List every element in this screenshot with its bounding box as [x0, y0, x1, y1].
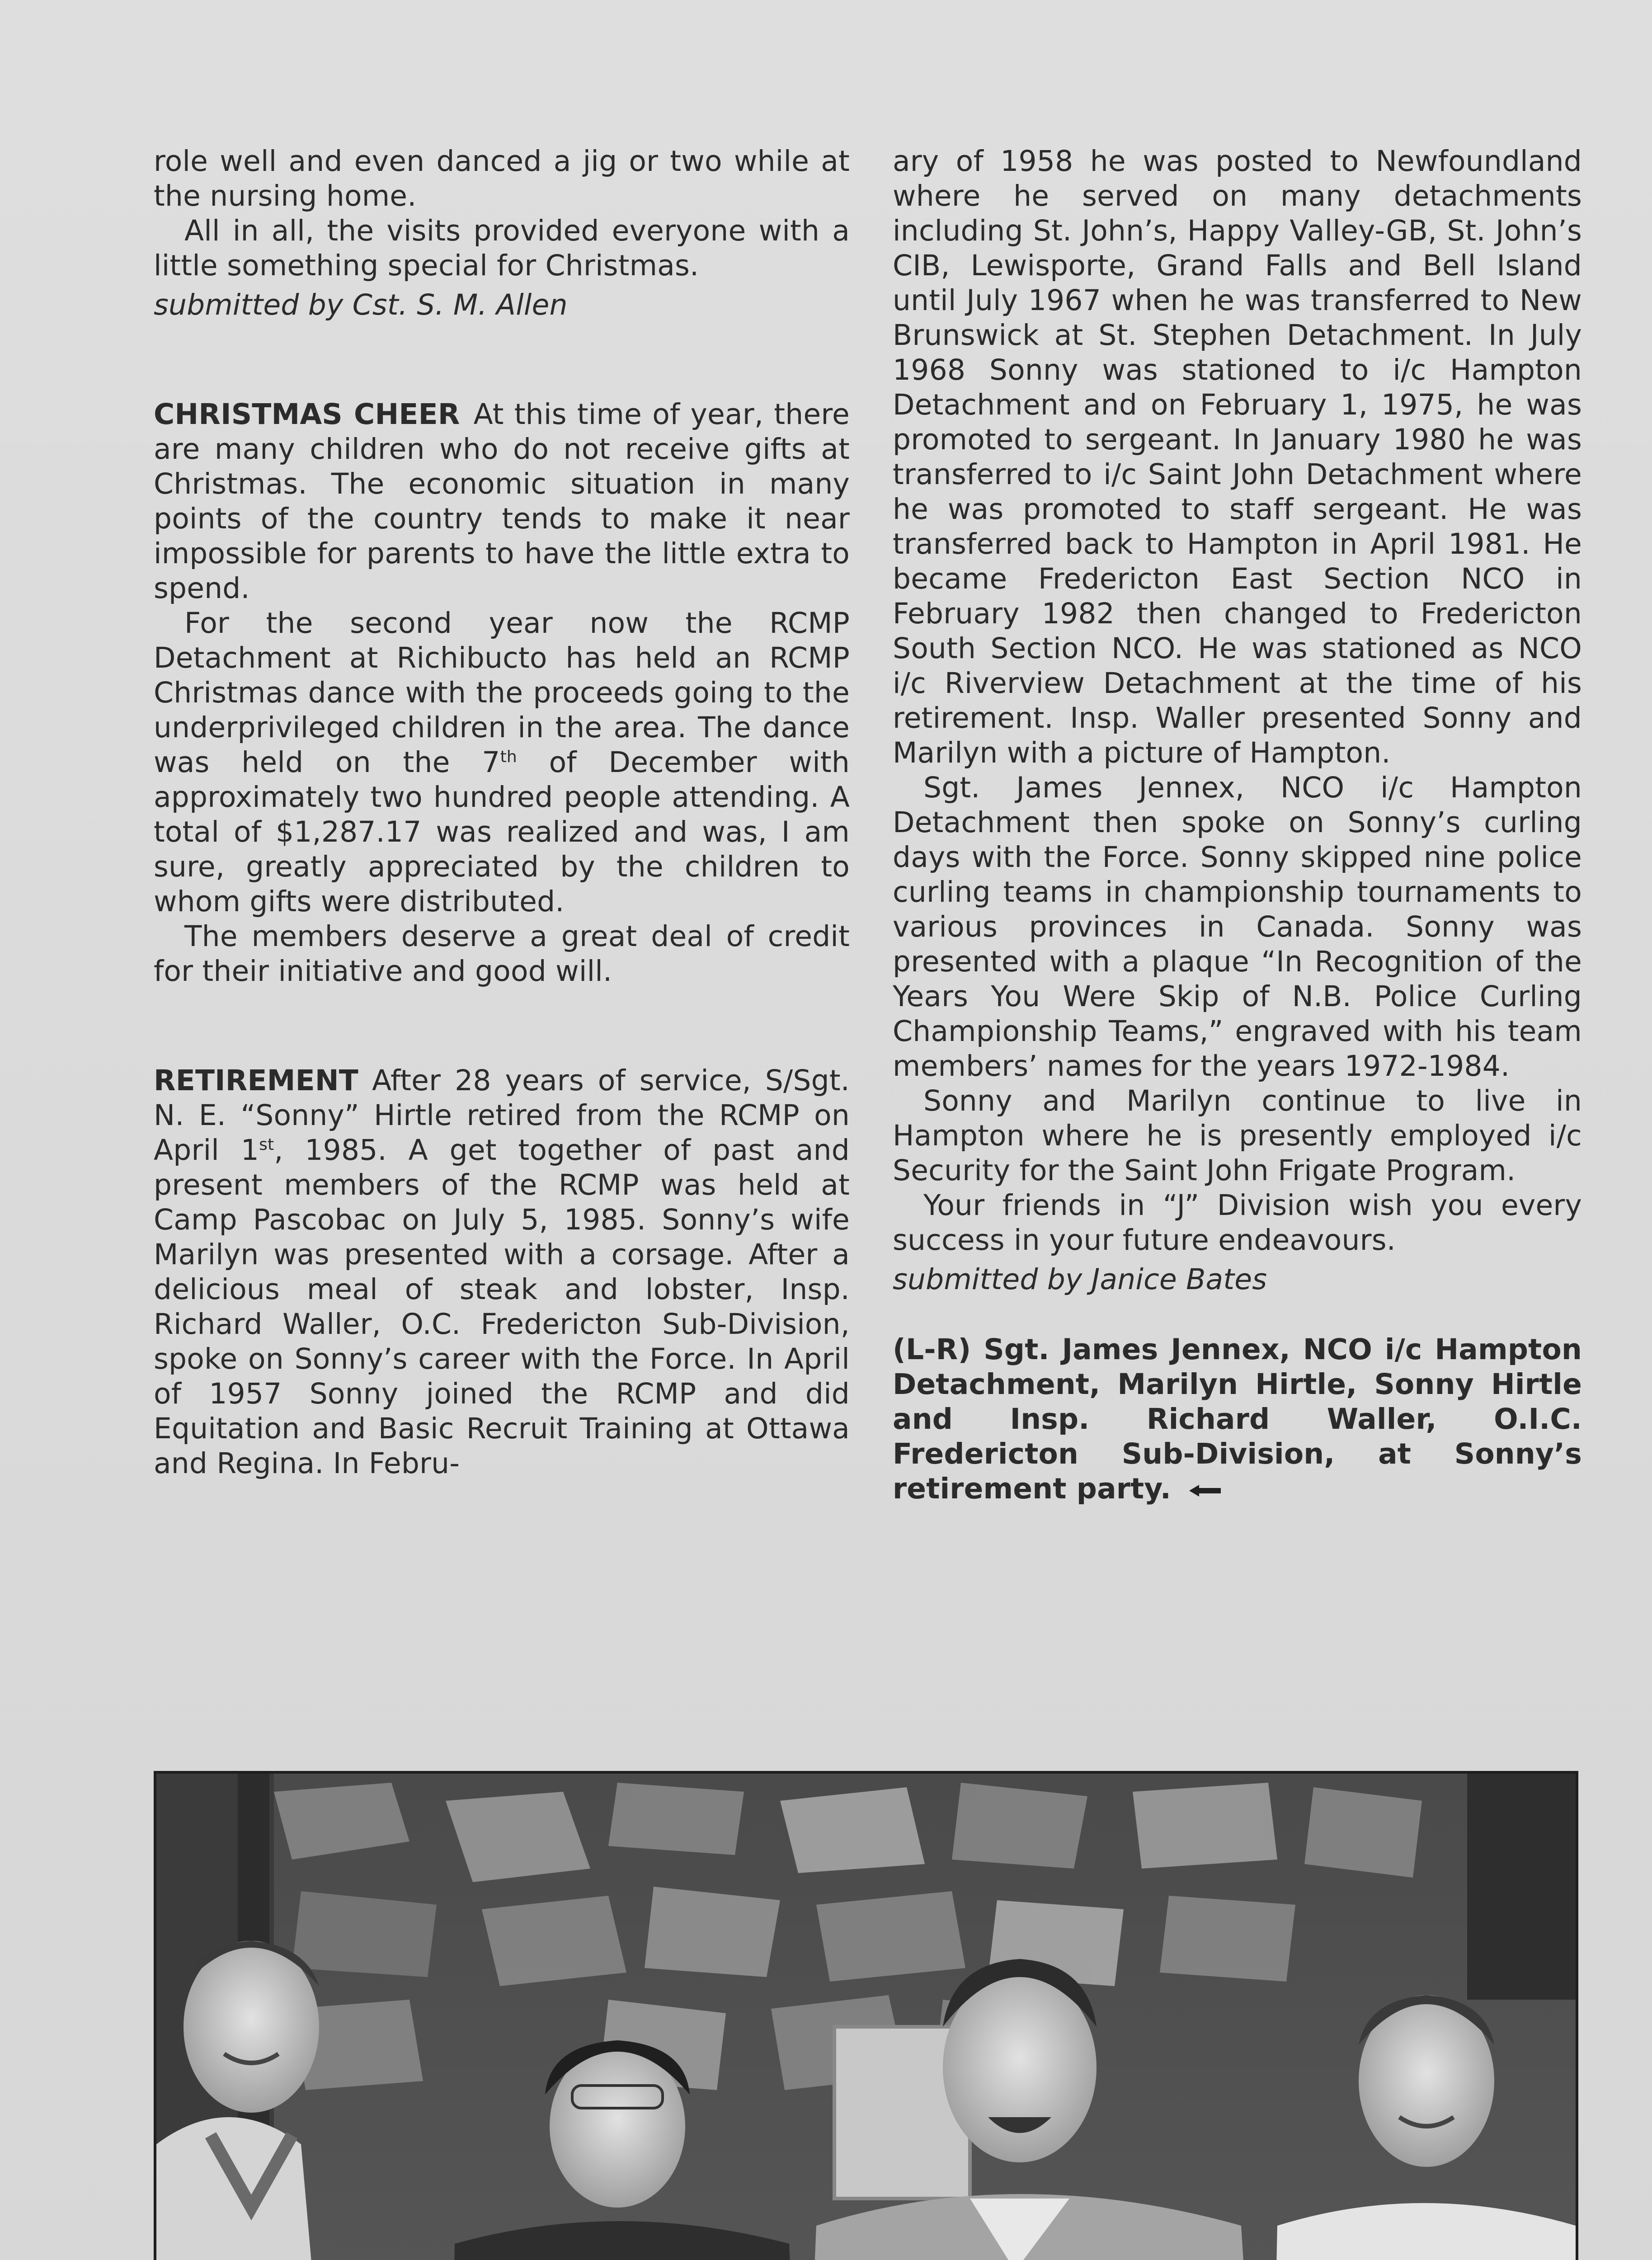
christmas-cheer-paragraph — [154, 397, 850, 606]
retirement-text-b: , 1985. A get together of past and present members of the RCMP was held at Camp Pascobac on July 5, 1985. Sonny’s wife Marilyn was presented with a corsage. After a delicious meal of steak and lobster, Insp. Richard Waller, O.C. Fredericton Sub-Division, spoke on Sonny’s career with the Force. In April of 1957 Sonny joined the RCMP and did Equitation and Basic Recruit Training at Ottawa and Regina. In Febru- — [154, 1134, 850, 1480]
ordinal-suffix: st — [259, 1135, 274, 1154]
byline-bates: submitted by Janice Bates — [893, 1263, 1267, 1296]
retirement-paragraph — [154, 1063, 850, 1481]
byline-allen: submitted by Cst. S. M. Allen — [154, 288, 568, 321]
curling-paragraph: Sgt. James Jennex, NCO i/c Hampton Detachment then spoke on Sonny’s curling days with the Force. Sonny skipped nine police curling teams in championship tournaments to various provinces in Canada. Sonny was presented with a plaque “In Recognition of the Years You Were Skip of N.B. Police Curling Championship Teams,” engraved with his team members’ names for the years 1972-1984. — [893, 771, 1582, 1083]
christmas-dance-text-b: of December with approximately two hundred people attending. A total of $1,287.17 was realized and was, I am sure, greatly appreciated by the children to whom gifts were distributed. — [154, 746, 850, 918]
retirement-text-a: After 28 years of service, S/Sgt. N. E. “Sonny” Hirtle retired from the RCMP on April 1 — [154, 1064, 850, 1167]
retirement-party-photo — [154, 1771, 1578, 2260]
ordinal-suffix: th — [500, 748, 517, 766]
retirement-heading: RETIREMENT — [154, 1064, 358, 1097]
christmas-credit-paragraph: The members deserve a great deal of credit for their initiative and good will. — [154, 920, 850, 988]
hampton-paragraph: Sonny and Marilyn continue to live in Hampton where he is presently employed i/c Security for the Saint John Frigate Program. — [893, 1084, 1582, 1187]
farewell-paragraph: Your friends in “J” Division wish you every success in your future endeavours. — [893, 1189, 1582, 1257]
christmas-dance-paragraph — [154, 606, 850, 919]
left-column — [154, 144, 850, 1481]
career-paragraph: ary of 1958 he was posted to Newfoundland where he served on many detachments including St. John’s, Happy Valley-GB, St. John’s CIB, Lewisporte, Grand Falls and Bell Island until July 1967 when he was transferred to New Brunswick at St. Stephen Detachment. In July 1968 Sonny was stationed to i/c Hampton Detachment and on February 1, 1975, he was promoted to sergeant. In January 1980 he was transferred to i/c Saint John Detachment where he was promoted to staff sergeant. He was transferred back to Hampton in April 1981. He became Fredericton East Section NCO in February 1982 then changed to Fredericton South Section NCO. He was stationed as NCO i/c Riverview Detachment at the time of his retirement. Insp. Waller presented Sonny and Marilyn with a picture of Hampton. — [893, 145, 1582, 769]
arrow-left-icon — [1189, 1484, 1221, 1497]
right-column — [893, 144, 1582, 1506]
christmas-cheer-text: At this time of year, there are many children who do not receive gifts at Christmas. The economic situation in many points of the country tends to make it near impossible for parents to have the little extra to spend. — [154, 398, 850, 605]
christmas-dance-text-a: For the second year now the RCMP Detachment at Richibucto has held an RCMP Christmas dance with the proceeds going to the underprivileged children in the area. The dance was held on the 7 — [154, 607, 850, 779]
continued-paragraph: role well and even danced a jig or two while at the nursing home. — [154, 145, 850, 212]
photo-caption — [893, 1332, 1582, 1506]
photo-illustration — [156, 1774, 1576, 2260]
photo-caption-text: (L-R) Sgt. James Jennex, NCO i/c Hampton Detachment, Marilyn Hirtle, Sonny Hirtle and Insp. Richard Waller, O.I.C. Fredericton Sub-Division, at Sonny’s retirement party. — [893, 1333, 1582, 1505]
summary-paragraph: All in all, the visits provided everyone with a little something special for Christmas. — [154, 214, 850, 282]
christmas-cheer-heading: CHRISTMAS CHEER — [154, 398, 460, 431]
